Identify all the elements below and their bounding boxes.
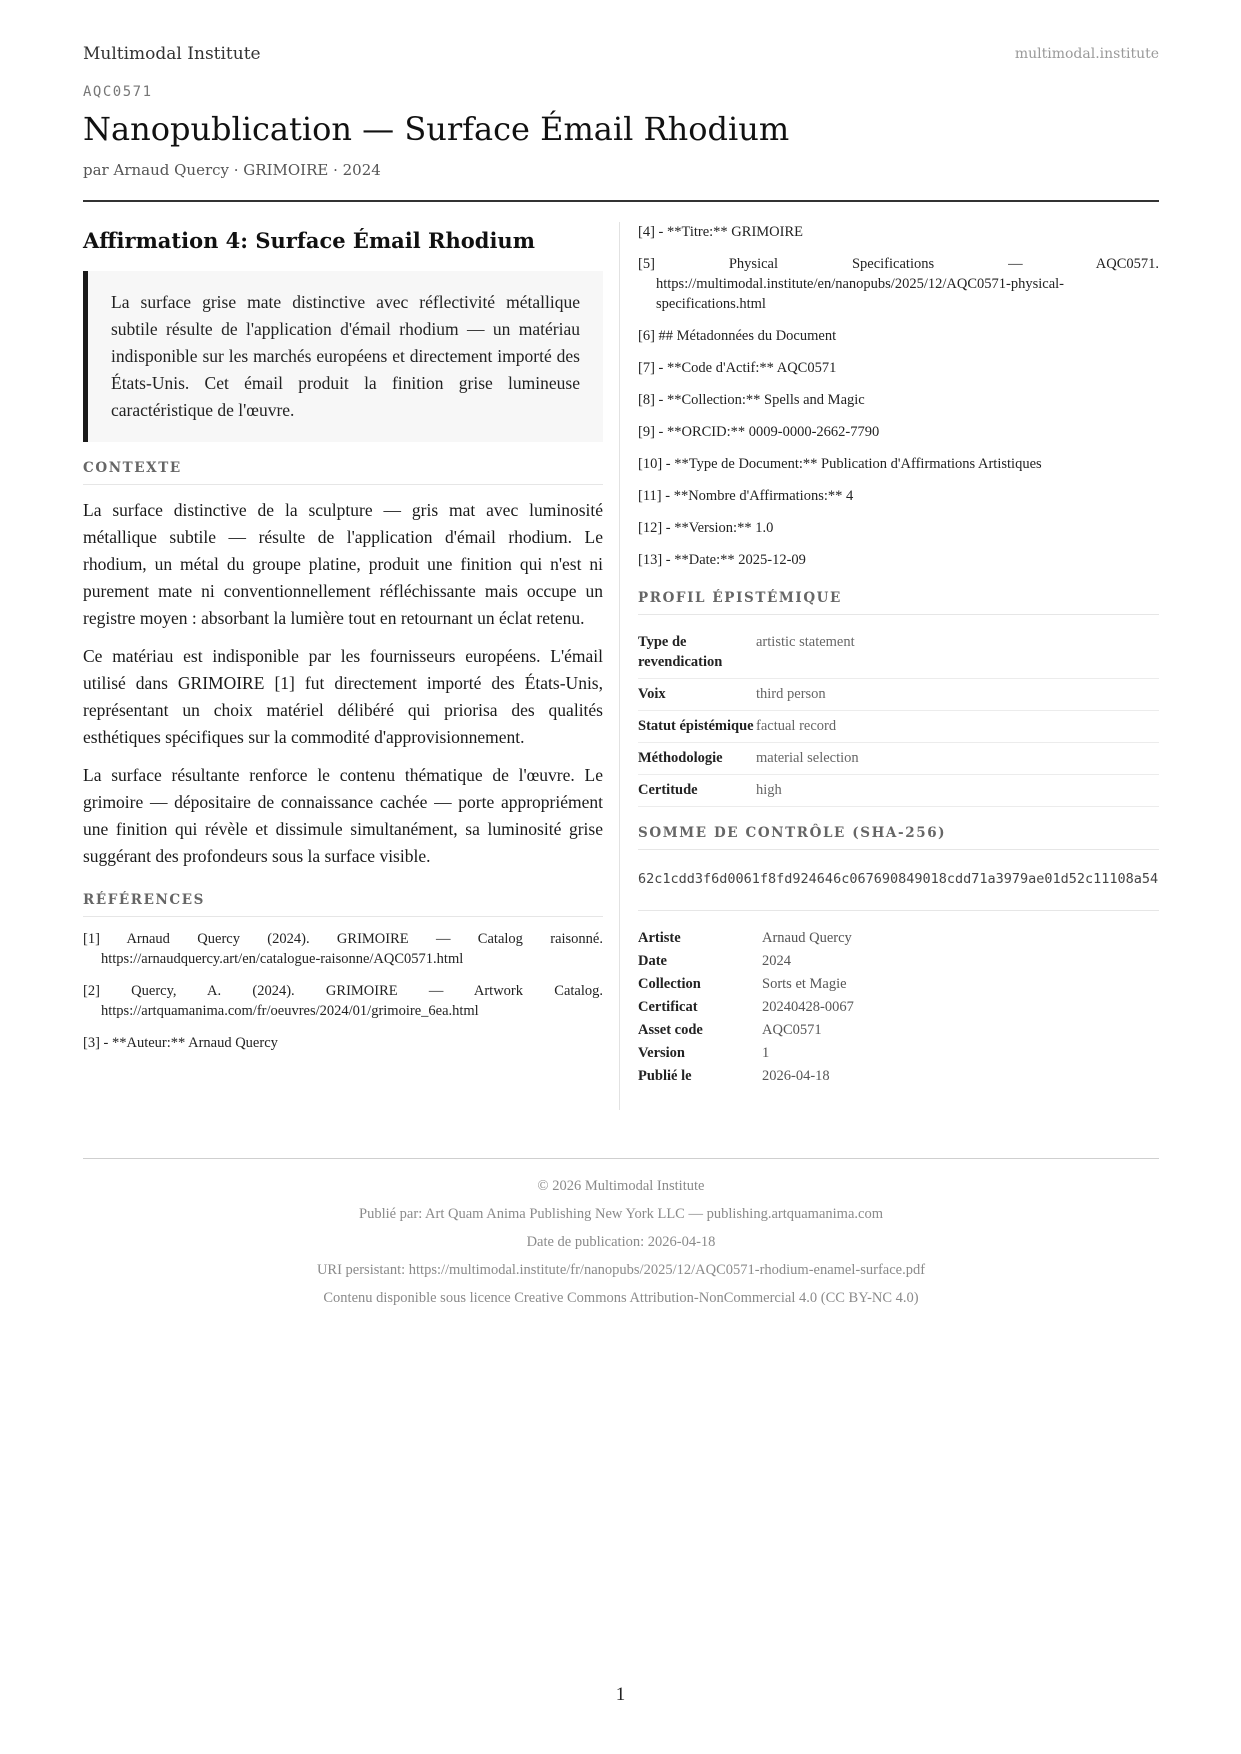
reference-item: [3] - **Auteur:** Arnaud Quercy [83,1035,278,1051]
institution-site-link[interactable]: multimodal.institute [1014,46,1159,62]
table-row [638,1042,1159,1065]
profile-value: artistic statement [756,627,1159,679]
table-row [638,973,1159,996]
claim-quote: La surface grise mate distinctive avec réflectivité métallique subtile résulte de l'application d'émail rhodium — un matériau indisponible sur les marchés européens et directement importé des États-Unis. Cet émail produit la finition grise lumineuse caractéristique de l'œuvre. [83,271,603,442]
side-column [638,222,1159,1088]
reference-item[interactable]: [1] Arnaud Quercy (2024). GRIMOIRE — Catalog raisonné. https://arnaudquercy.art/en/catalogue-raisonne/AQC0571.html [83,931,603,967]
context-paragraph: La surface distinctive de la sculpture — gris mat avec luminosité métallique subtile — résulte de l'application d'émail rhodium. Le rhodium, un métal du groupe platine, produit une finition qui n'est ni purement mate ni conventionnellement réfléchissante mais occupe un registre moyen : absorbant la lumière tout en retournant un éclat retenu. [83,500,603,628]
profile-key: Voix [638,679,756,711]
table-row [638,927,1159,950]
footer-publication-date: Date de publication: 2026-04-18 [526,1234,716,1250]
table-row [638,679,1159,711]
reference-item: [12] - **Version:** 1.0 [638,520,774,536]
checksum-value: 62c1cdd3f6d0061f8fd924646c067690849018cdd71a3979ae01d52c11108a54 [638,862,1159,911]
metadata-value: 2024 [762,953,791,969]
profile-value: high [756,775,1159,807]
profile-value: material selection [756,743,1159,775]
reference-item: [11] - **Nombre d'Affirmations:** 4 [638,488,854,504]
metadata-value: 2026-04-18 [762,1068,830,1084]
metadata-key: Date [638,953,667,969]
metadata-table [638,927,1159,1088]
references-continued [638,222,1159,570]
context-paragraph: Ce matériau est indisponible par les fournisseurs européens. L'émail utilisé dans GRIMOIRE [1] fut directement importé des États-Unis, représentant un choix matériel délibéré qui priorisa des qualités esthétiques spécifiques sur la commodité d'approvisionnement. [83,646,603,747]
table-row [638,627,1159,679]
table-row [638,743,1159,775]
table-row [638,1019,1159,1042]
context-paragraph: La surface résultante renforce le contenu thématique de l'œuvre. Le grimoire — dépositaire de connaissance cachée — porte appropriément une finition qui révèle et dissimule simultanément, sa luminosité grise suggérant des profondeurs sous la surface visible. [83,765,603,866]
table-row [638,775,1159,807]
metadata-value: Sorts et Magie [762,976,847,992]
reference-item[interactable]: [2] Quercy, A. (2024). GRIMOIRE — Artwork Catalog. https://artquamanima.com/fr/oeuvres/2024/01/grimoire_6ea.html [83,983,603,1019]
reference-item[interactable]: [5] Physical Specifications — AQC0571. https://multimodal.institute/en/nanopubs/2025/12/AQC0571-physical-specifications.html [638,256,1159,312]
top-bar [83,44,1159,68]
profile-value: factual record [756,711,1159,743]
metadata-key: Collection [638,976,701,992]
page-number: 1 [615,1684,626,1705]
profile-value: third person [756,679,1159,711]
institution-name: Multimodal Institute [83,44,261,64]
reference-item: [6] ## Métadonnées du Document [638,328,837,344]
reference-item: [7] - **Code d'Actif:** AQC0571 [638,360,837,376]
footer-publisher: Publié par: Art Quam Anima Publishing New York LLC — publishing.artquamanima.com [359,1206,883,1222]
table-row [638,950,1159,973]
page-title: Nanopublication — Surface Émail Rhodium [83,110,790,148]
checksum-heading: SOMME DE CONTRÔLE (SHA-256) [638,825,1159,850]
table-row [638,711,1159,743]
epistemic-profile-table [638,627,1159,807]
footer-persistent-uri[interactable]: URI persistant: https://multimodal.institute/fr/nanopubs/2025/12/AQC0571-rhodium-enamel-surface.pdf [316,1262,926,1278]
profile-key: Type de revendication [638,627,756,679]
reference-item: [4] - **Titre:** GRIMOIRE [638,224,804,240]
profile-key: Certitude [638,775,756,807]
byline: par Arnaud Quercy · GRIMOIRE · 2024 [83,161,381,179]
metadata-value: 20240428-0067 [762,999,854,1015]
context-heading: CONTEXTE [83,460,603,485]
reference-item: [8] - **Collection:** Spells and Magic [638,392,865,408]
profile-heading: PROFIL ÉPISTÉMIQUE [638,590,1159,615]
references-section [83,892,603,1053]
reference-item: [10] - **Type de Document:** Publication d'Affirmations Artistiques [638,456,1042,472]
footer-divider [83,1158,1159,1159]
footer-copyright: © 2026 Multimodal Institute [537,1178,705,1194]
table-row [638,996,1159,1019]
metadata-key: Asset code [638,1022,703,1038]
metadata-key: Certificat [638,999,698,1015]
metadata-key: Version [638,1045,685,1061]
metadata-value: Arnaud Quercy [762,930,852,946]
footer [83,1175,1159,1315]
document-id: AQC0571 [83,84,153,100]
profile-key: Méthodologie [638,743,756,775]
reference-item: [13] - **Date:** 2025-12-09 [638,552,806,568]
main-column [83,222,603,1065]
column-divider [619,222,620,1110]
references-heading: RÉFÉRENCES [83,892,603,917]
metadata-key: Publié le [638,1068,692,1084]
claim-title: Affirmation 4: Surface Émail Rhodium [83,228,535,253]
header-divider [83,200,1159,202]
metadata-key: Artiste [638,930,681,946]
metadata-value: 1 [762,1045,770,1061]
table-row [638,1065,1159,1088]
footer-license: Contenu disponible sous licence Creative Commons Attribution-NonCommercial 4.0 (CC BY-NC 4.0) [323,1290,919,1306]
profile-key: Statut épistémique [638,711,756,743]
metadata-value: AQC0571 [762,1022,822,1038]
reference-item: [9] - **ORCID:** 0009-0000-2662-7790 [638,424,880,440]
